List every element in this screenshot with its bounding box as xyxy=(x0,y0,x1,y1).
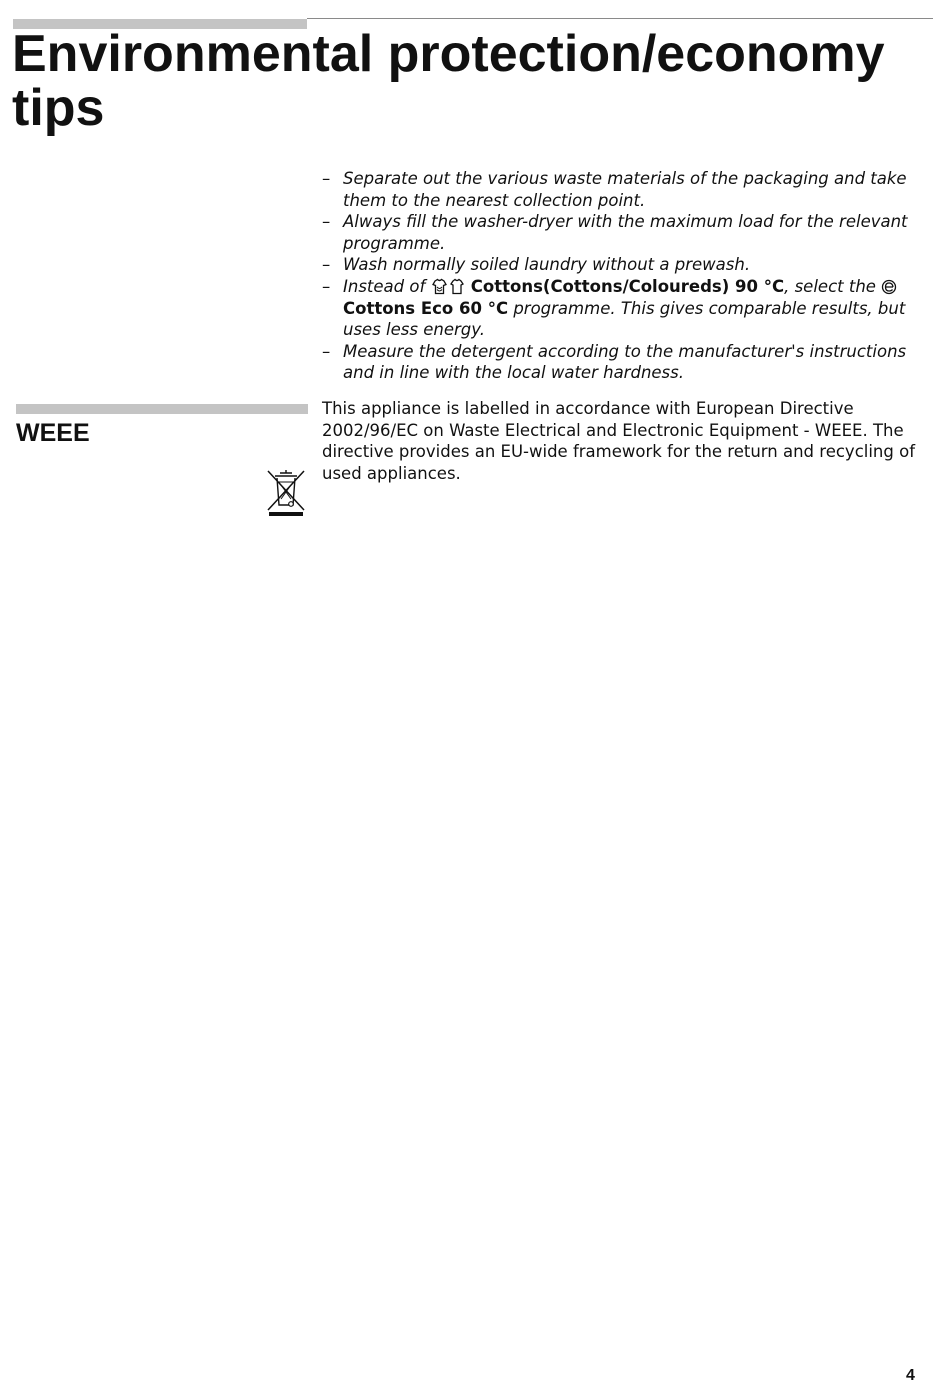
list-item xyxy=(322,168,922,211)
tips-list xyxy=(322,168,922,384)
tip-text-pre: Instead of xyxy=(343,276,431,296)
page-title: Environmental protection/economy tips xyxy=(12,25,885,137)
eco-symbol-icon xyxy=(881,278,897,295)
section-accent-bar xyxy=(16,404,308,414)
coloureds-symbol-icon xyxy=(450,278,464,295)
tip-text: Separate out the various waste materials of the packaging and take them to the nearest collection point. xyxy=(343,169,907,210)
list-item xyxy=(322,276,922,341)
list-item xyxy=(322,341,922,384)
crossed-out-wheelie-bin-icon xyxy=(266,467,306,517)
header-rule xyxy=(307,18,933,19)
section-heading-weee: WEEE xyxy=(16,419,90,447)
page-number: 4 xyxy=(906,1367,915,1384)
cottons-symbol-icon xyxy=(431,278,448,295)
list-item xyxy=(322,254,922,276)
list-dash: – xyxy=(322,276,331,296)
tip-text: Always fill the washer-dryer with the maximum load for the relevant programme. xyxy=(343,212,908,253)
list-dash: – xyxy=(322,255,331,275)
list-dash: – xyxy=(322,212,331,232)
program-name-cottons-90: Cottons(Cottons/Coloureds) 90 °C xyxy=(470,276,785,296)
list-item xyxy=(322,211,922,254)
list-dash: – xyxy=(322,169,331,188)
tip-text-post: programme. This gives comparable results, but uses less energy. xyxy=(343,298,906,340)
program-name-cottons-eco-60: Cottons Eco 60 °C xyxy=(343,298,509,318)
weee-paragraph: This appliance is labelled in accordance with European Directive 2002/96/EC on Waste Electrical and Electronic Equipment - WEEE. The directive provides an EU-wide framework for the return and recycling of used appliances. xyxy=(322,399,916,483)
list-dash: – xyxy=(322,341,331,361)
tip-text-mid: , select the xyxy=(784,276,882,296)
tip-text: Measure the detergent according to the manufacturer's instructions and in line with the local water hardness. xyxy=(343,341,907,383)
tip-text: Wash normally soiled laundry without a prewash. xyxy=(343,255,751,275)
